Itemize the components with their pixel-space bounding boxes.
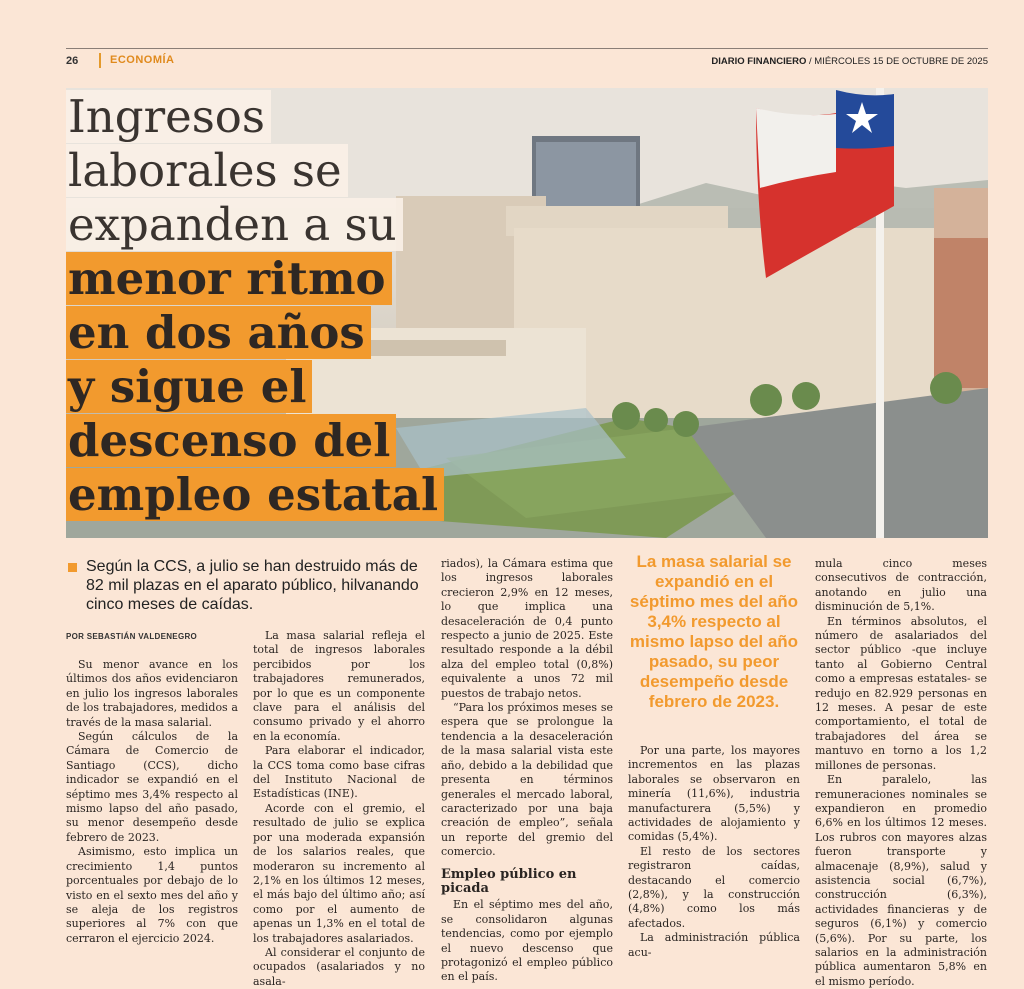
article-column-3 <box>441 557 613 985</box>
headline-line-1: Ingresos <box>66 90 271 144</box>
article-column-1 <box>66 658 238 946</box>
article-column-4 <box>628 744 800 960</box>
issue-date: / MIÉRCOLES 15 DE OCTUBRE DE 2025 <box>809 56 988 67</box>
paragraph: Por una parte, los mayores incrementos en las plazas laborales se observaron en minería (11,6%), industria manufacturera (5,5%) y actividades de alojamiento y comidas (5,4%). <box>628 744 800 844</box>
page-header <box>66 48 988 71</box>
pull-quote: La masa salarial se expandió en el séptimo mes del año 3,4% respecto al mismo lapso del año pasado, su peor desempeño desde febrero de 2023. <box>629 552 799 711</box>
paragraph: Al considerar el conjunto de ocupados (asalariados y no asala- <box>253 945 425 988</box>
headline-line-7: descenso del <box>66 414 396 468</box>
paragraph: La administración pública acu- <box>628 931 800 959</box>
paragraph: En paralelo, las remuneraciones nominales se expandieron en promedio 6,6% en los últimos 12 meses. Los rubros con mayores alzas fueron transporte y almacenaje (8,9%), salud y asistencia social (6,7%), construcción (6,3%), actividades financieras y de seguros (6,1%) y comercio (5,6%). Por su parte, los salarios en la administración pública aumentaron 5,8% en el mismo período. <box>815 773 987 988</box>
headline-line-3: expanden a su <box>66 198 403 252</box>
paragraph: En el séptimo mes del año, se consolidaron algunas tendencias, como por ejemplo el nuevo descenso que protagonizó el empleo público en el país. <box>441 898 613 984</box>
paragraph: “Para los próximos meses se espera que se prolongue la tendencia a la desaceleración de la masa salarial vista este año, debido a la debilidad que presenta en términos generales el mercado laboral, caracterizado por una baja creación de empleo”, señala un reporte del gremio del comercio. <box>441 701 613 859</box>
paragraph: En términos absolutos, el número de asalariados del sector público -que incluye tanto al Gobierno Central como a empresas estatales- se redujo en 82.929 personas en 12 meses. A pesar de este comportamiento, el total de trabajadores del área se mantuvo en torno a los 1,2 millones de personas. <box>815 614 987 772</box>
section-label: ECONOMÍA <box>110 54 175 66</box>
paragraph: Según cálculos de la Cámara de Comercio de Santiago (CCS), dicho indicador se expandió en el séptimo mes 3,4% respecto al mismo lapso del año pasado, su menor desempeño desde febrero de 2023. <box>66 730 238 844</box>
section-divider <box>99 53 101 68</box>
paragraph: Acorde con el gremio, el resultado de julio se explica por una moderada expansión de los salarios reales, que moderaron su incremento al 2,1% en los últimos 12 meses, el más bajo del último año; así como por el aumento de apenas un 1,3% en el total de los trabajadores asalariados. <box>253 801 425 945</box>
paragraph: La masa salarial refleja el total de ingresos laborales percibidos por los trabajadores remunerados, por lo que es un componente clave para el análisis del consumo privado y el ahorro en la economía. <box>253 629 425 743</box>
article-column-2 <box>253 629 425 989</box>
headline-line-5: en dos años <box>66 306 371 360</box>
paragraph: Su menor avance en los últimos dos años evidenciaron en julio los ingresos laborales de los trabajadores, medidos a través de la masa salarial. <box>66 658 238 729</box>
subheading: Empleo público en picada <box>441 866 577 896</box>
article-column-5 <box>815 557 987 989</box>
lead-bullet-icon <box>68 563 77 572</box>
newspaper-name: DIARIO FINANCIERO <box>711 56 807 67</box>
headline-line-4: menor ritmo <box>66 252 392 306</box>
byline: POR SEBASTIÁN VALDENEGRO <box>66 632 198 641</box>
paragraph: mula cinco meses consecutivos de contracción, anotando en julio una disminución de 5,1%. <box>815 557 987 614</box>
paragraph: Para elaborar el indicador, la CCS toma como base cifras del Instituto Nacional de Estadísticas (INE). <box>253 744 425 801</box>
headline-line-6: y sigue el <box>66 360 312 414</box>
masthead <box>711 56 988 67</box>
paragraph: riados), la Cámara estima que los ingresos laborales crecieron 2,9% en 12 meses, lo que implica una desaceleración de 0,4 punto respecto a junio de 2025. Este resultado responde a la débil alza del empleo total (0,8%) equivalente a unos 72 mil puestos de trabajo netos. <box>441 557 613 700</box>
headline-line-8: empleo estatal <box>66 468 444 522</box>
paragraph: El resto de los sectores registraron caídas, destacando el comercio (2,8%), y la construcción (4,8%) como los más afectados. <box>628 844 800 930</box>
page-number: 26 <box>66 55 79 67</box>
lead-text: Según la CCS, a julio se han destruido más de 82 mil plazas en el aparato público, hilvanando cinco meses de caídas. <box>86 558 419 613</box>
headline-line-2: laborales se <box>66 144 348 198</box>
paragraph: Asimismo, esto implica un crecimiento 1,4 puntos porcentuales por debajo de lo visto en el sexto mes del año y se aleja de los registros superiores al 7% con que cerraron el ejercicio 2024. <box>66 845 238 945</box>
